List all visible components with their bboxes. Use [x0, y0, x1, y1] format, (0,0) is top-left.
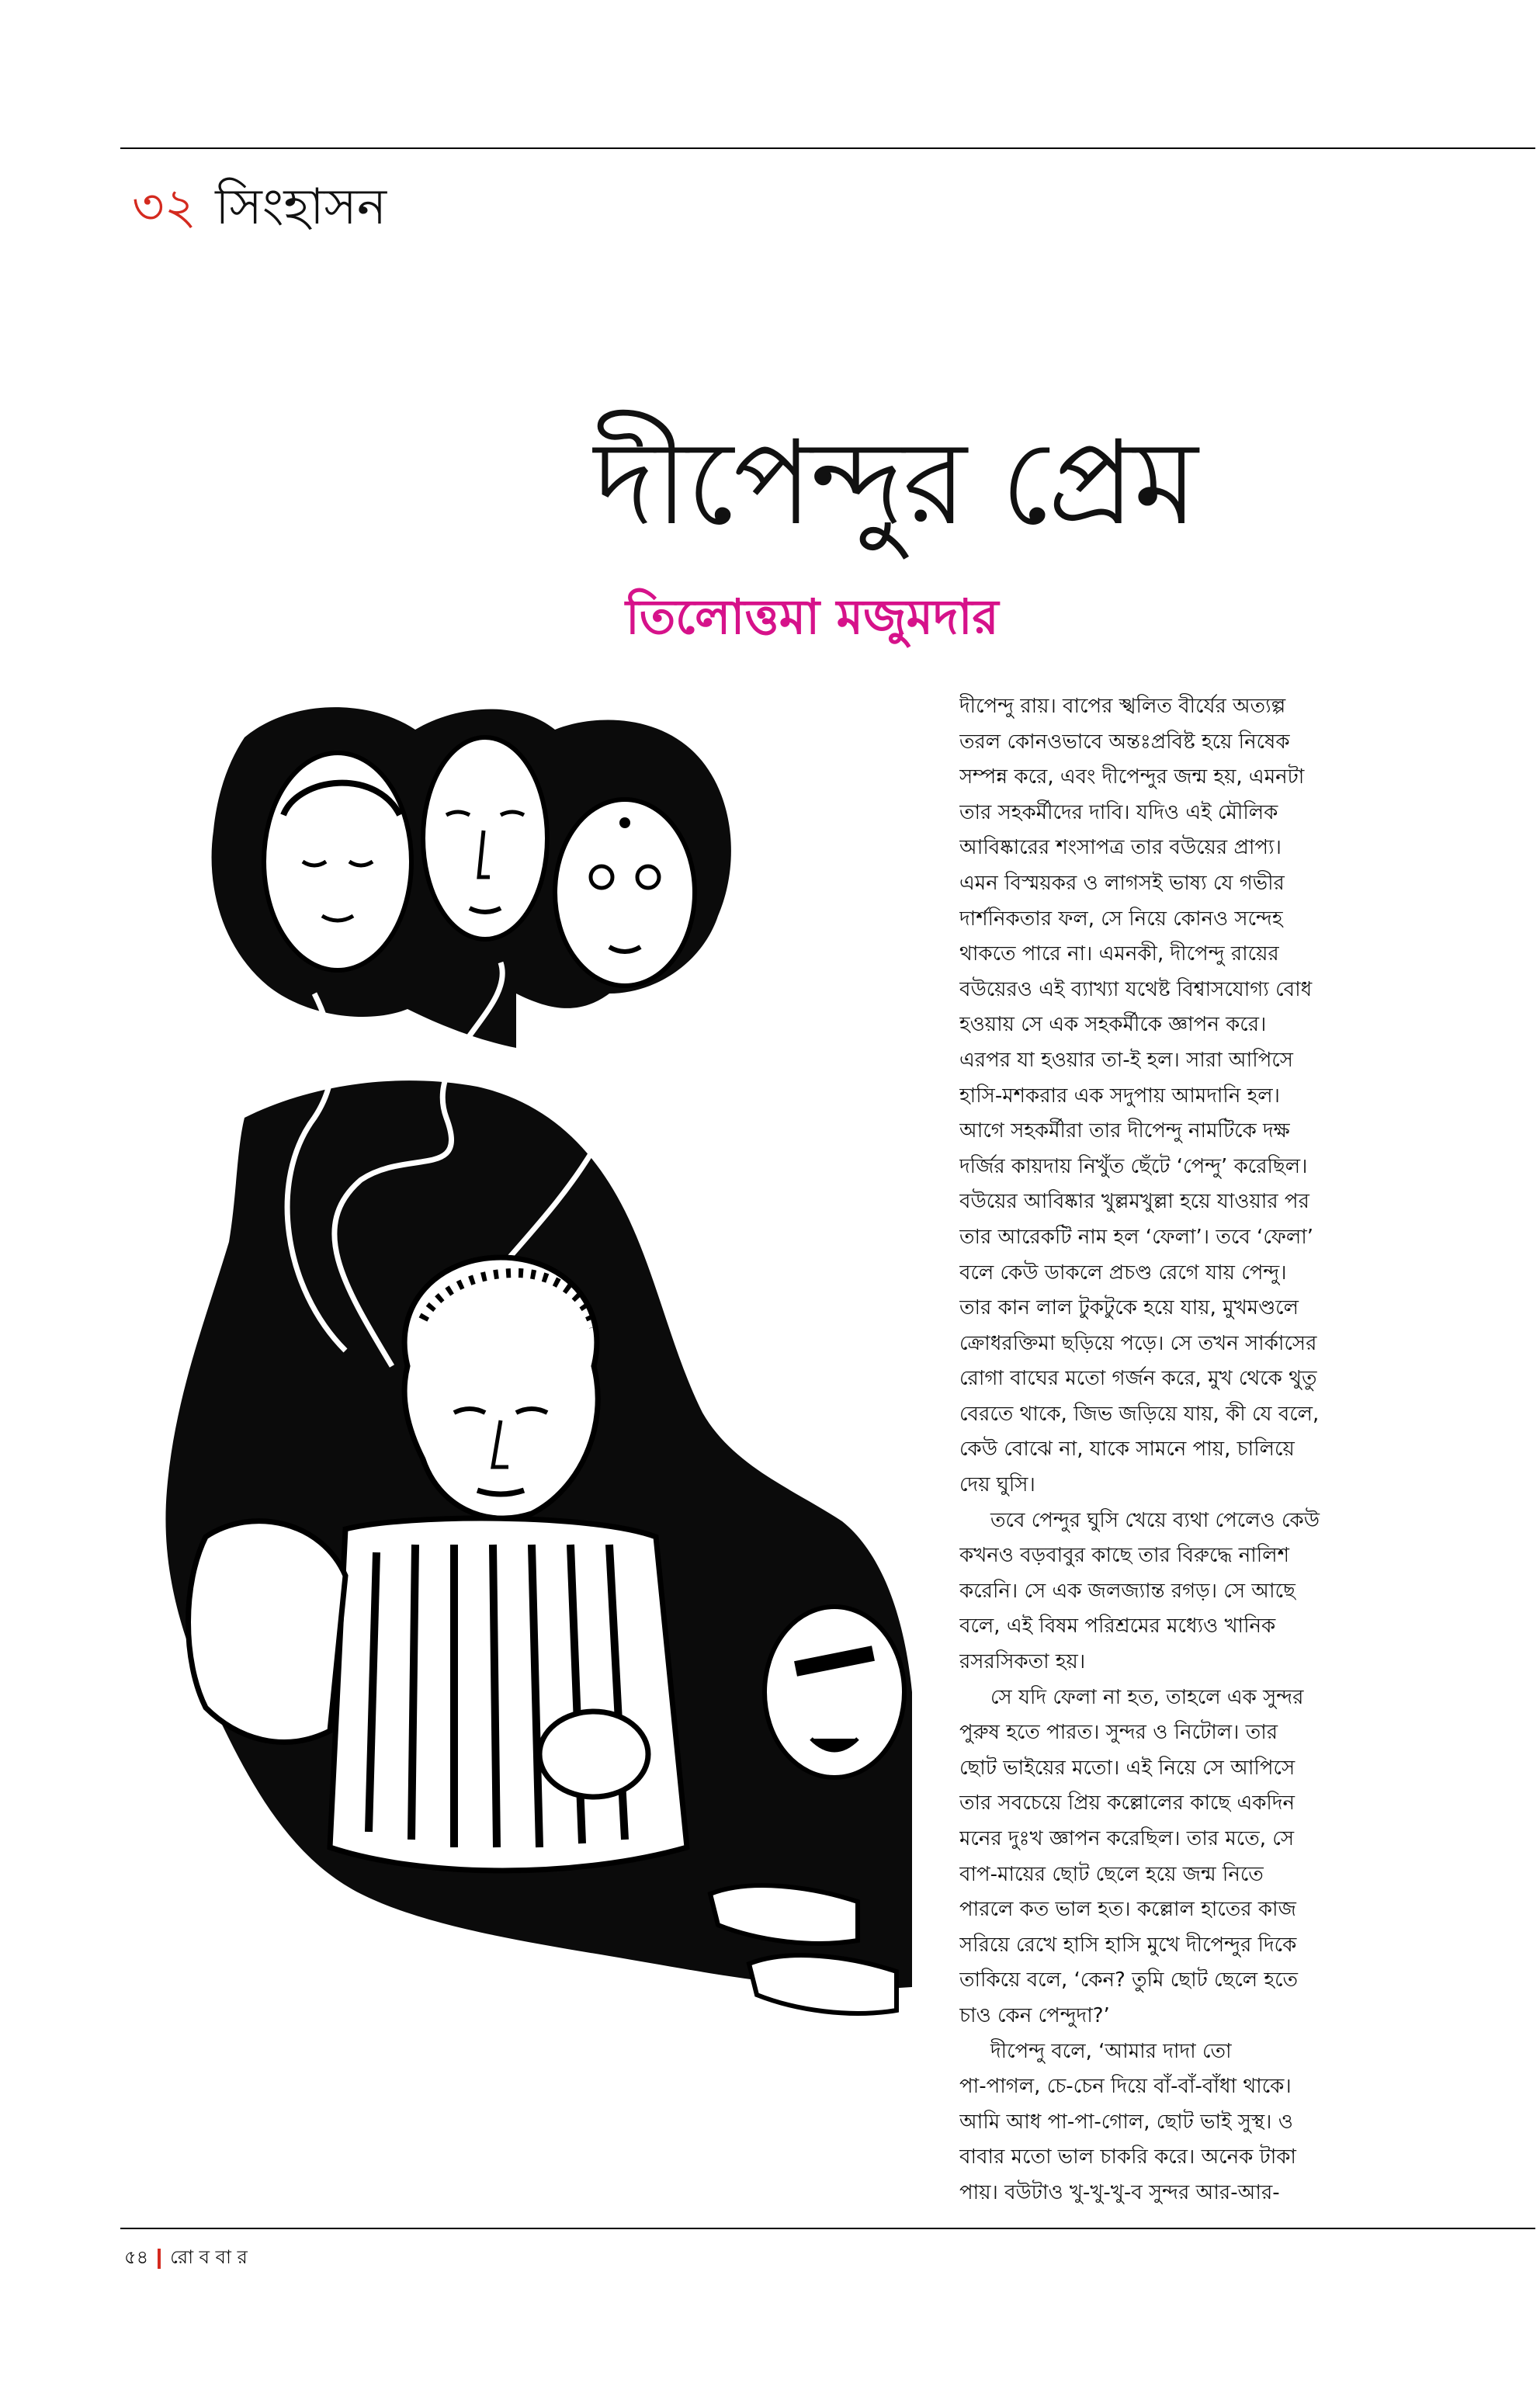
body-line: বলে কেউ ডাকলে প্রচণ্ড রেগে যায় পেন্দু। — [959, 1261, 1287, 1285]
bottom-rule — [120, 2228, 1535, 2229]
body-line: বাবার মতো ভাল চাকরি করে। অনেক টাকা — [959, 2145, 1296, 2169]
body-line: পা-পাগল, চে-চেন দিয়ে বাঁ-বাঁ-বাঁধা থাকে। — [959, 2075, 1292, 2099]
body-line: রসরসিকতা হয়। — [959, 1650, 1086, 1674]
body-line: পুরুষ হতে পারত। সুন্দর ও নিটোল। তার — [959, 1721, 1278, 1745]
body-line: পারলে কত ভাল হত। কল্লোল হাতের কাজ — [959, 1898, 1296, 1922]
body-line: বলে, এই বিষম পরিশ্রমের মধ্যেও খানিক — [959, 1614, 1276, 1639]
body-line: কখনও বড়বাবুর কাছে তার বিরুদ্ধে নালিশ — [959, 1544, 1289, 1568]
body-line: তার কান লাল টুকটুকে হয়ে যায়, মুখমণ্ডলে — [959, 1296, 1299, 1320]
pointing-hand-2-icon — [749, 1955, 897, 2013]
body-line: দীপেন্দু বলে, ‘আমার দাদা তো — [990, 2039, 1232, 2063]
body-line: দার্শনিকতার ফল, সে নিয়ে কোনও সন্দেহ — [959, 907, 1283, 931]
body-line: তার আরেকটি নাম হল ‘ফেলা’। তবে ‘ফেলা’ — [959, 1225, 1314, 1249]
man-head-icon — [404, 1257, 598, 1518]
page-number: ৫৪ — [124, 2246, 149, 2268]
right-fist-icon — [539, 1712, 648, 1797]
body-line: তরল কোনওভাবে অন্তঃপ্রবিষ্ট হয়ে নিষেক — [959, 730, 1290, 754]
page-header — [132, 169, 387, 239]
body-line: আগে সহকর্মীরা তার দীপেন্দু নামটিকে দক্ষ — [959, 1119, 1290, 1143]
body-line: আমি আধ পা-পা-গোল, ছোট ভাই সুস্থ। ও — [959, 2110, 1293, 2134]
body-line: পায়। বউটাও খু-খু-খু-ব সুন্দর আর-আর- — [959, 2180, 1280, 2204]
body-line: চাও কেন পেন্দুদা?’ — [959, 2003, 1110, 2027]
body-line: বউয়েরও এই ব্যাখ্যা যথেষ্ট বিশ্বাসযোগ্য বোধ — [959, 977, 1313, 1001]
body-line: তার সহকর্মীদের দাবি। যদিও এই মৌলিক — [959, 800, 1278, 824]
top-rule — [120, 147, 1535, 149]
article-title: দীপেন্দুর প্রেম — [594, 416, 1197, 551]
body-line: বাপ-মায়ের ছোট ছেলে হয়ে জন্ম নিতে — [959, 1862, 1264, 1886]
left-arm-icon — [189, 1521, 346, 1743]
man-body-icon — [330, 1518, 687, 1871]
body-line: হাসি-মশকরার এক সদুপায় আমদানি হল। — [959, 1084, 1280, 1108]
body-line: থাকতে পারে না। এমনকী, দীপেন্দু রায়ের — [959, 942, 1279, 966]
article-author: তিলোত্তমা মজুমদার — [626, 588, 999, 645]
page-footer — [124, 2243, 248, 2274]
body-line: কেউ বোঝে না, যাকে সামনে পায়, চালিয়ে — [959, 1438, 1295, 1462]
body-line: করেনি। সে এক জলজ্যান্ত রগড়। সে আছে — [959, 1579, 1295, 1603]
body-line: এরপর যা হওয়ার তা-ই হল। সারা আপিসে — [959, 1048, 1293, 1072]
body-line: রোগা বাঘের মতো গর্জন করে, মুখ থেকে থুতু — [959, 1367, 1317, 1391]
body-line: সে যদি ফেলা না হত, তাহলে এক সুন্দর — [990, 1685, 1304, 1709]
body-line: সম্পন্ন করে, এবং দীপেন্দুর জন্ম হয়, এমনটা — [959, 765, 1305, 789]
body-line: দীপেন্দু রায়। বাপের স্খলিত বীর্যের অত্যল্প — [959, 695, 1286, 718]
article-illustration — [113, 683, 924, 2080]
body-line: হওয়ায় সে এক সহকর্মীকে জ্ঞাপন করে। — [959, 1013, 1267, 1037]
body-line: ক্রোধরক্তিমা ছড়িয়ে পড়ে। সে তখন সার্কাসের — [959, 1331, 1317, 1355]
body-line: ছোট ভাইয়ের মতো। এই নিয়ে সে আপিসে — [959, 1756, 1295, 1780]
body-line: বেরতে থাকে, জিভ জড়িয়ে যায়, কী যে বলে, — [959, 1402, 1320, 1426]
magazine-name: রো ব বা র — [170, 2246, 248, 2268]
body-line: সরিয়ে রেখে হাসি হাসি মুখে দীপেন্দুর দিকে — [959, 1933, 1297, 1957]
footer-separator — [158, 2249, 161, 2269]
body-line: বউয়ের আবিষ্কার খুল্লমখুল্লা হয়ে যাওয়ার পর — [959, 1190, 1309, 1214]
issue-number: ৩২ — [132, 179, 197, 236]
body-line: মনের দুঃখ জ্ঞাপন করেছিল। তার মতে, সে — [959, 1827, 1295, 1850]
face-middle-icon — [423, 737, 547, 939]
body-line: তাকিয়ে বলে, ‘কেন? তুমি ছোট ছেলে হতে — [959, 1968, 1299, 1992]
body-line: দেয় ঘুসি। — [959, 1473, 1035, 1497]
body-line: তবে পেন্দুর ঘুসি খেয়ে ব্যথা পেলেও কেউ — [990, 1508, 1320, 1532]
body-line: দর্জির কায়দায় নিখুঁত ছেঁটে ‘পেন্দু’ করেছিল। — [959, 1154, 1308, 1178]
body-line: আবিষ্কারের শংসাপত্র তার বউয়ের প্রাপ্য। — [959, 836, 1282, 860]
article-body — [959, 689, 1495, 2211]
section-title: সিংহাসন — [215, 179, 387, 236]
body-line: এমন বিস্ময়কর ও লাগসই ভাষ্য যে গভীর — [959, 871, 1285, 895]
body-line: তার সবচেয়ে প্রিয় কল্লোলের কাছে একদিন — [959, 1791, 1295, 1816]
